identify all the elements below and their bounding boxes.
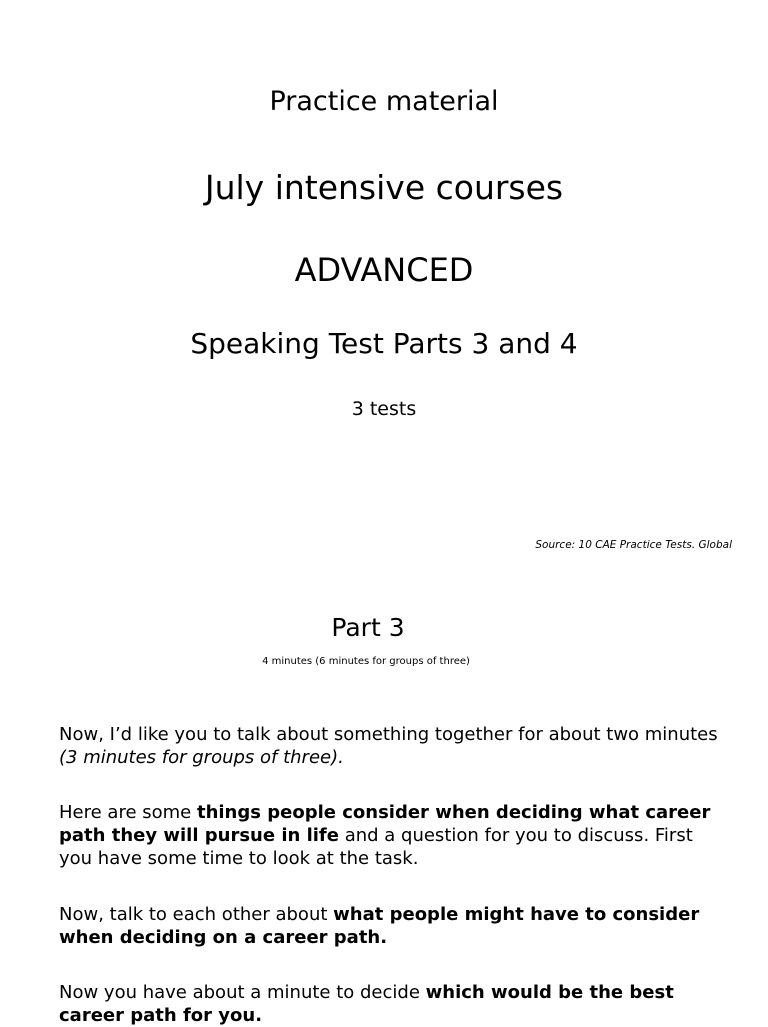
paragraph-bold-text: what people might have to consider when deciding on a career path. xyxy=(59,904,700,948)
paragraph-text: Now, I’d like you to talk about something together for about two minutes xyxy=(59,724,718,745)
instruction-paragraph-3 xyxy=(59,903,719,949)
instruction-paragraph-4 xyxy=(59,981,719,1027)
part-timing: 4 minutes (6 minutes for groups of three) xyxy=(262,656,470,667)
course-title: July intensive courses xyxy=(204,168,564,207)
part-heading: Part 3 xyxy=(331,613,405,642)
paragraph-text: Now you have about a minute to decide xyxy=(59,982,426,1003)
paragraph-bold-text: which would be the best career path for you. xyxy=(59,982,674,1026)
instruction-paragraph-1 xyxy=(59,723,719,769)
page-title: Practice material xyxy=(269,86,499,117)
instruction-paragraph-2 xyxy=(59,801,719,870)
subject-title: Speaking Test Parts 3 and 4 xyxy=(190,327,578,360)
paragraph-text: Now, talk to each other about xyxy=(59,904,334,925)
paragraph-text: Here are some xyxy=(59,802,197,823)
paragraph-text: and a question for you to discuss. First you have some time to look at the task. xyxy=(59,825,693,869)
test-count: 3 tests xyxy=(351,398,417,420)
paragraph-italic-text: (3 minutes for groups of three). xyxy=(59,747,344,768)
source-citation: Source: 10 CAE Practice Tests. Global xyxy=(535,539,732,551)
level-title: ADVANCED xyxy=(294,251,474,289)
paragraph-bold-text: things people consider when deciding what career path they will pursue in life xyxy=(59,802,711,846)
